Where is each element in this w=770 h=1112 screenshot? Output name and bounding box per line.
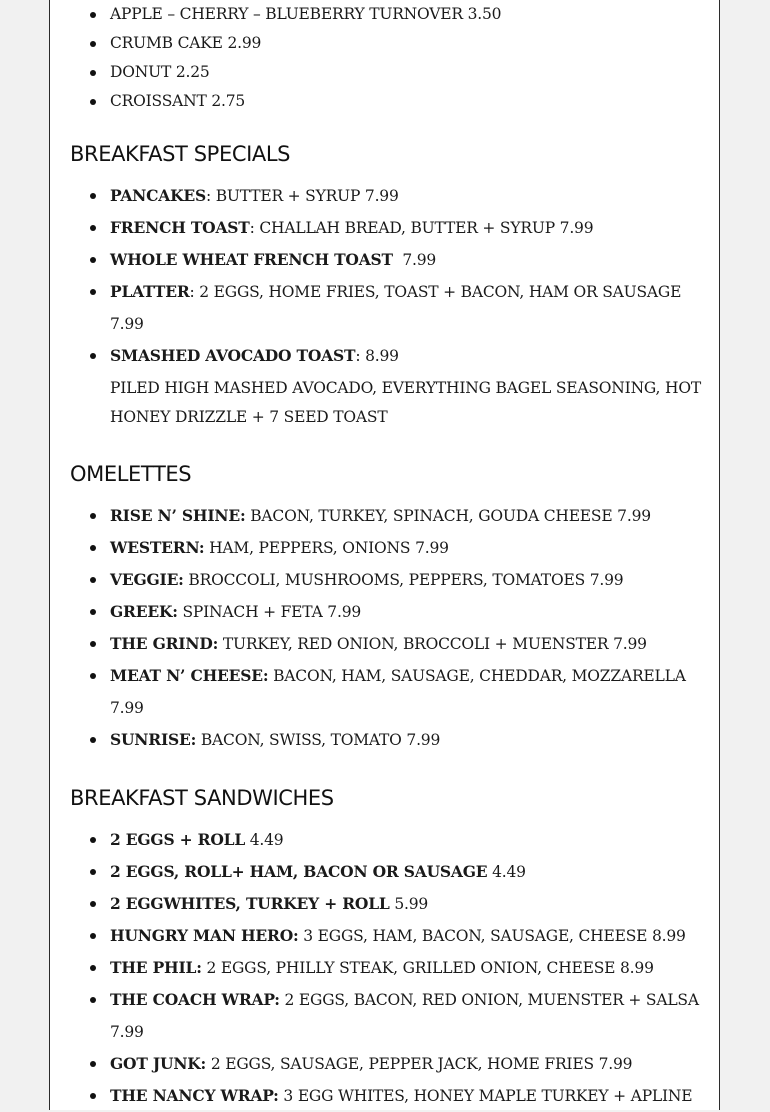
item-desc: BACON, HAM, SAUSAGE, CHEDDAR, MOZZARELLA 7.99 [110, 667, 686, 717]
item-name: FRENCH TOAST [110, 218, 250, 237]
list-item [110, 984, 710, 1048]
list-item [110, 212, 710, 244]
item-name: SMASHED AVOCADO TOAST [110, 346, 356, 365]
item-desc: SPINACH + FETA 7.99 [177, 603, 362, 621]
item-name: 2 EGGS + ROLL [110, 830, 246, 849]
list-item: CRUMB CAKE 2.99 [110, 29, 710, 58]
list-item [110, 1048, 710, 1080]
item-desc: 2 EGGS, SAUSAGE, PEPPER JACK, HOME FRIES 7.99 [206, 1055, 633, 1073]
list-item [110, 500, 710, 532]
item-name: THE PHIL: [110, 958, 202, 977]
item-name: THE COACH WRAP: [110, 990, 280, 1009]
item-desc: : 8.99 [355, 347, 399, 365]
list-item: APPLE – CHERRY – BLUEBERRY TURNOVER 3.50 [110, 0, 710, 29]
list-item: DONUT 2.25 [110, 58, 710, 87]
list-item [110, 952, 710, 984]
item-desc: 2 EGGS, BACON, RED ONION, MUENSTER + SALSA 7.99 [110, 991, 699, 1041]
item-desc: 7.99 [392, 251, 437, 269]
item-desc: BACON, SWISS, TOMATO 7.99 [196, 731, 441, 749]
item-name: WHOLE WHEAT FRENCH TOAST [110, 250, 393, 269]
list-item [110, 532, 710, 564]
item-desc: BROCCOLI, MUSHROOMS, PEPPERS, TOMATOES 7.99 [183, 571, 624, 589]
item-desc: 3 EGGS, HAM, BACON, SAUSAGE, CHEESE 8.99 [298, 927, 686, 945]
breakfast-specials-list [70, 180, 710, 432]
list-item [110, 920, 710, 952]
item-desc: BACON, TURKEY, SPINACH, GOUDA CHEESE 7.99 [245, 507, 651, 525]
menu-content [70, 0, 710, 1112]
item-desc: : 2 EGGS, HOME FRIES, TOAST + BACON, HAM OR SAUSAGE 7.99 [110, 283, 682, 333]
item-name: 2 EGGWHITES, TURKEY + ROLL [110, 894, 390, 913]
item-name: GREEK: [110, 602, 178, 621]
section-title-breakfast-specials: BREAKFAST SPECIALS [70, 142, 291, 166]
item-desc: 4.49 [245, 831, 284, 849]
item-desc: 5.99 [389, 895, 429, 913]
list-item [110, 660, 710, 724]
item-name: RISE N’ SHINE: [110, 506, 246, 525]
list-item [110, 180, 710, 212]
section-title-omelettes: OMELETTES [70, 462, 192, 486]
item-name: MEAT N’ CHEESE: [110, 666, 269, 685]
list-item [110, 244, 710, 276]
list-item [110, 856, 710, 888]
item-desc: 4.49 [487, 863, 526, 881]
item-desc: 2 EGGS, PHILLY STEAK, GRILLED ONION, CHEESE 8.99 [201, 959, 654, 977]
list-item [110, 824, 710, 856]
list-item [110, 276, 710, 340]
list-item: CROISSANT 2.75 [110, 87, 710, 116]
breakfast-sandwiches-list [70, 824, 710, 1112]
menu-page [49, 0, 720, 1110]
item-name: PANCAKES [110, 186, 206, 205]
item-desc: TURKEY, RED ONION, BROCCOLI + MUENSTER 7.99 [218, 635, 647, 653]
item-name: GOT JUNK: [110, 1054, 207, 1073]
item-name: VEGGIE: [110, 570, 184, 589]
item-desc: : BUTTER + SYRUP 7.99 [205, 187, 399, 205]
item-name: HUNGRY MAN HERO: [110, 926, 299, 945]
item-desc: 3 EGG WHITES, HONEY MAPLE TURKEY + APLINE [278, 1087, 693, 1105]
list-item [110, 888, 710, 920]
list-item [110, 564, 710, 596]
list-item [110, 1080, 710, 1112]
item-name: WESTERN: [110, 538, 205, 557]
item-name: SUNRISE: [110, 730, 197, 749]
item-desc: HAM, PEPPERS, ONIONS 7.99 [204, 539, 449, 557]
item-desc: : CHALLAH BREAD, BUTTER + SYRUP 7.99 [249, 219, 594, 237]
item-description: PILED HIGH MASHED AVOCADO, EVERYTHING BAGEL SEASONING, HOT HONEY DRIZZLE + 7 SEED TOAST [110, 379, 701, 426]
list-item [110, 724, 710, 756]
section-title-breakfast-sandwiches: BREAKFAST SANDWICHES [70, 786, 334, 810]
item-name: THE NANCY WRAP: [110, 1086, 279, 1105]
omelettes-list [70, 500, 710, 756]
item-name: THE GRIND: [110, 634, 219, 653]
item-name: PLATTER [110, 282, 190, 301]
list-item [110, 340, 710, 432]
list-item [110, 596, 710, 628]
bakery-list [70, 0, 710, 116]
list-item [110, 628, 710, 660]
item-name: 2 EGGS, ROLL+ HAM, BACON OR SAUSAGE [110, 862, 488, 881]
